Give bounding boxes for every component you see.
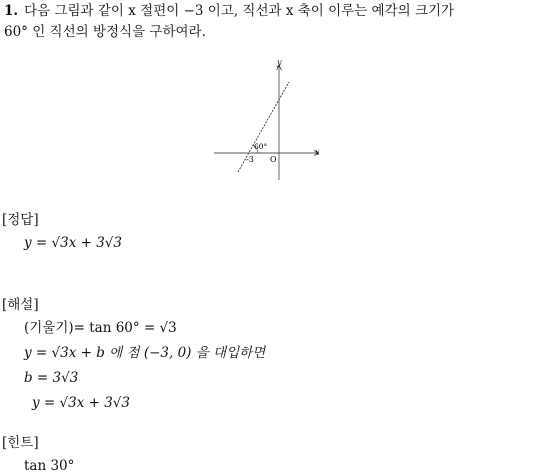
explanation-heading: [해설] [2, 297, 39, 313]
problem-number: 1. [4, 3, 19, 19]
intercept-label: -3 [246, 155, 254, 164]
angle-label: 60° [254, 142, 268, 151]
explanation-line-4: y = √3x + 3√3 [32, 395, 131, 411]
line-graph-figure [208, 56, 328, 186]
explanation-line-1: (기울기)= tan 60° = √3 [24, 320, 177, 336]
problem-text-1: 다음 그림과 같이 x 절편이 −3 이고, 직선과 x 축이 이루는 예각의 크기가 [24, 3, 455, 19]
explanation-line-3: b = 3√3 [24, 370, 79, 386]
problem-line-2: 60° 인 직선의 방정식을 구하여라. [4, 24, 206, 40]
answer-equation: y = √3x + 3√3 [24, 235, 123, 251]
x-axis-label: x [315, 148, 320, 157]
answer-heading: [정답] [2, 212, 39, 228]
hint-heading: [힌트] [2, 435, 39, 451]
origin-label: O [270, 155, 277, 164]
y-axis-label: y [277, 58, 282, 67]
explanation-line-2: y = √3x + b 에 점 (−3, 0) 을 대입하면 [24, 345, 266, 361]
hint-text: tan 30° [24, 458, 75, 474]
problem-line-1 [4, 2, 454, 20]
